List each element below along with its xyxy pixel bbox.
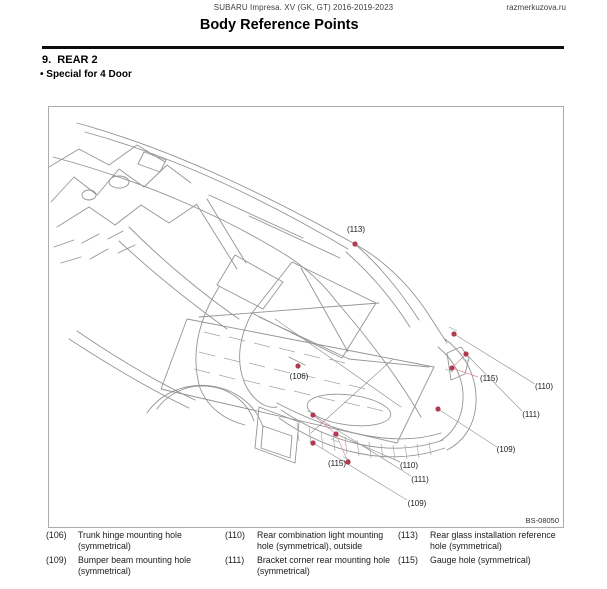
site-watermark: razmerkuzova.ru bbox=[506, 3, 566, 12]
reference-point bbox=[435, 406, 440, 411]
legend-item-110 bbox=[225, 530, 395, 552]
legend-number: (111) bbox=[225, 555, 245, 565]
legend-item-111 bbox=[225, 555, 395, 577]
reference-point bbox=[333, 431, 338, 436]
legend-line: Trunk hinge mounting hole bbox=[78, 530, 182, 540]
legend-column-3 bbox=[398, 530, 566, 569]
legend-number: (113) bbox=[398, 530, 418, 540]
reference-point bbox=[451, 331, 456, 336]
leader-line bbox=[452, 368, 478, 377]
legend-line: Rear combination light mounting bbox=[257, 530, 384, 540]
reference-point bbox=[352, 241, 357, 246]
reference-point bbox=[310, 440, 315, 445]
reference-point bbox=[463, 351, 468, 356]
point-label: (106) bbox=[289, 372, 309, 381]
point-label: (109) bbox=[496, 445, 516, 454]
leader-line bbox=[452, 354, 466, 368]
legend-number: (109) bbox=[46, 555, 67, 565]
legend-description bbox=[78, 530, 218, 552]
reference-point bbox=[310, 412, 315, 417]
point-label: (115) bbox=[327, 459, 347, 468]
legend-line: (symmetrical) bbox=[78, 541, 131, 551]
point-label: (111) bbox=[522, 410, 540, 419]
legend-line: (symmetrical) bbox=[257, 566, 310, 576]
legend-line: Bumper beam mounting hole bbox=[78, 555, 191, 565]
leader-line bbox=[438, 409, 497, 447]
point-label: (110) bbox=[534, 382, 554, 391]
legend-line: hole (symmetrical), outside bbox=[257, 541, 363, 551]
legend-description bbox=[430, 555, 566, 566]
legend-item-109 bbox=[46, 555, 218, 577]
document-reference: SUBARU Impresa. XV (GK, GT) 2016-2019-2023 bbox=[213, 3, 394, 12]
section-heading: 9. REAR 2 bbox=[42, 54, 98, 66]
legend-item-115 bbox=[398, 555, 566, 566]
section-bullet: • Special for 4 Door bbox=[40, 69, 132, 80]
legend-item-106 bbox=[46, 530, 218, 552]
legend-description bbox=[78, 555, 218, 577]
legend-description bbox=[257, 530, 395, 552]
point-label: (110) bbox=[399, 461, 419, 470]
reference-point bbox=[345, 459, 350, 464]
car-body-diagram bbox=[49, 107, 563, 527]
reference-figure bbox=[48, 106, 564, 528]
figure-code: BS-08050 bbox=[521, 516, 560, 525]
legend-column-1 bbox=[46, 530, 218, 580]
legend-line: (symmetrical) bbox=[78, 566, 131, 576]
legend-number: (106) bbox=[46, 530, 67, 540]
point-label: (113) bbox=[346, 225, 366, 234]
legend-column-2 bbox=[225, 530, 395, 580]
legend-description bbox=[430, 530, 566, 552]
reference-point bbox=[295, 363, 300, 368]
leader-line bbox=[313, 443, 407, 500]
legend-line: Rear glass installation reference bbox=[430, 530, 556, 540]
car-wireframe bbox=[49, 123, 476, 463]
legend-description bbox=[257, 555, 395, 577]
legend-number: (115) bbox=[398, 555, 418, 565]
title-divider bbox=[42, 46, 564, 49]
legend-item-113 bbox=[398, 530, 566, 552]
point-label: (115) bbox=[479, 374, 499, 383]
point-label: (111) bbox=[411, 475, 429, 484]
legend-line: Gauge hole (symmetrical) bbox=[430, 555, 531, 565]
legend-line: hole (symmetrical) bbox=[430, 541, 502, 551]
legend-line: Bracket corner rear mounting hole bbox=[257, 555, 390, 565]
page-title: Body Reference Points bbox=[199, 17, 359, 33]
point-label: (109) bbox=[407, 499, 427, 508]
legend-number: (110) bbox=[225, 530, 245, 540]
reference-point bbox=[449, 365, 454, 370]
